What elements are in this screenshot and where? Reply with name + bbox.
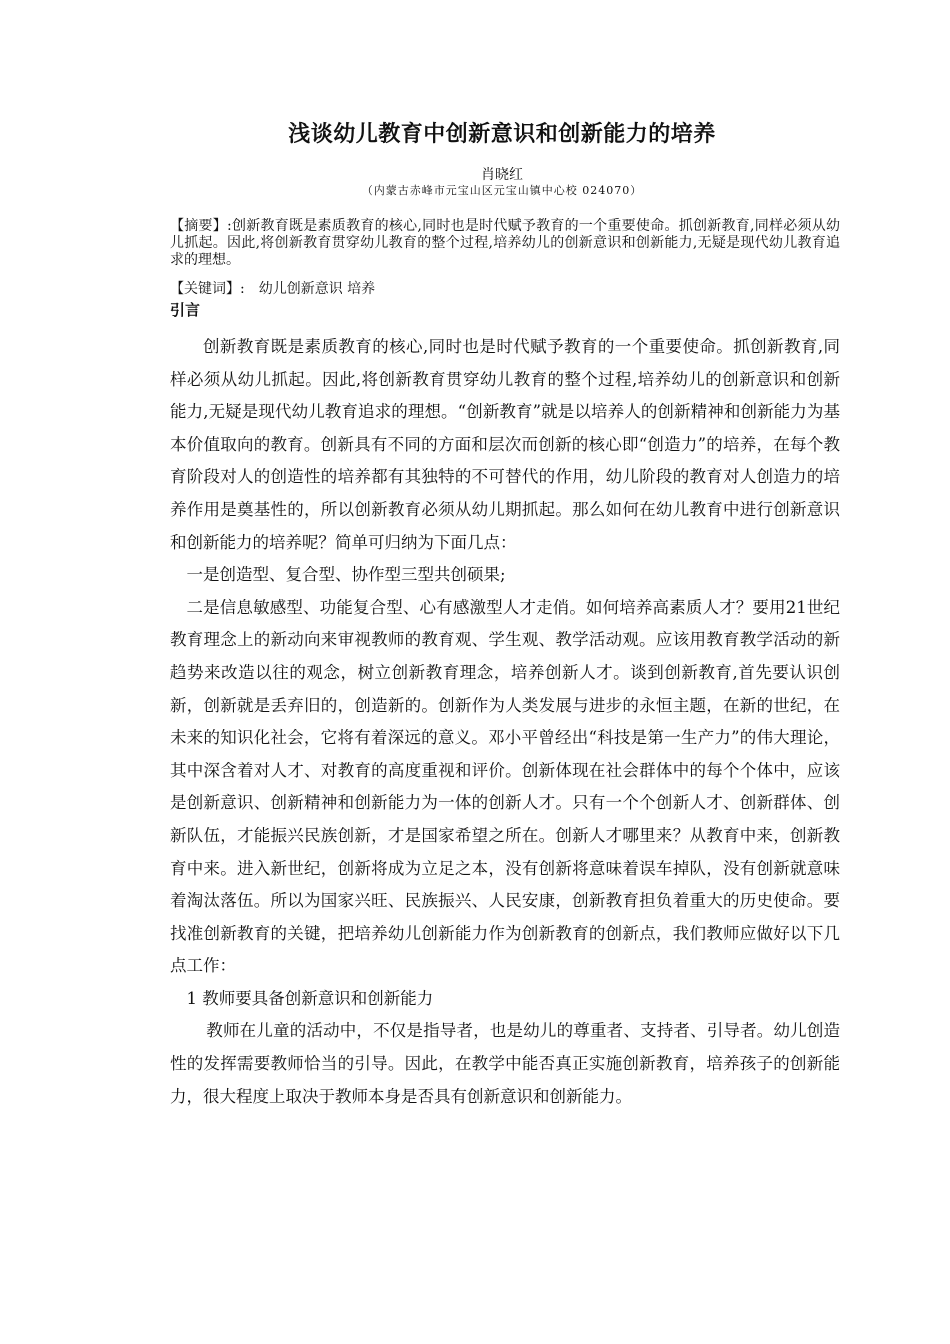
paragraph: 二是信息敏感型、功能复合型、心有感激型人才走俏。如何培养高素质人才？要用21世纪教育理念上的新动向来审视教师的教育观、学生观、教学活动观。应该用教育教学活动的新趋势来改造以往的观念，树立创新教育理念，培养创新人才。谈到创新教育,首先要认识创新，创新就是丢弃旧的，创造新的。创新作为人类发展与进步的永恒主题，在新的世纪，在未来的知识化社会，它将有着深远的意义。邓小平曾经出“科技是第一生产力”的伟大理论，其中深含着对人才、对教育的高度重视和评价。创新体现在社会群体中的每个个体中，应该是创新意识、创新精神和创新能力为一体的创新人才。只有一个个创新人才、创新群体、创新队伍，才能振兴民族创新，才是国家希望之所在。创新人才哪里来？从教育中来，创新教育中来。进入新世纪，创新将成为立足之本，没有创新将意味着误车掉队，没有创新就意味着淘汰落伍。所以为国家兴旺、民族振兴、人民安康，创新教育担负着重大的历史使命。要找准创新教育的关键，把培养幼儿创新能力作为创新教育的创新点，我们教师应做好以下几点工作： — [170, 597, 840, 976]
paragraph: 创新教育既是素质教育的核心,同时也是时代赋予教育的一个重要使命。抓创新教育,同样必须从幼儿抓起。因此,将创新教育贯穿幼儿教育的整个过程,培养幼儿的创新意识和创新能力,无疑是现代幼儿教育追求的理想。“创新教育”就是以培养人的创新精神和创新能力为基本价值取向的教育。创新具有不同的方面和层次而创新的核心即“创造力”的培养，在每个教育阶段对人的创造性的培养都有其独特的不可替代的作用，幼儿阶段的教育对人创造力的培养作用是奠基性的，所以创新教育必须从幼儿期抓起。那么如何在幼儿教育中进行创新意识和创新能力的培养呢？简单可归纳为下面几点： — [170, 337, 840, 552]
keywords-text: 幼儿创新意识 培养 — [258, 281, 376, 297]
section-heading-intro: 引言 — [170, 301, 201, 319]
keywords-label: 【关键词】: — [170, 281, 245, 297]
paragraph: 教师在儿童的活动中，不仅是指导者，也是幼儿的尊重者、支持者、引导者。幼儿创造性的发挥需要教师恰当的引导。因此，在教学中能否真正实施创新教育，培养孩子的创新能力，很大程度上取决于教师本身是否具有创新意识和创新能力。 — [170, 1021, 840, 1106]
keywords — [170, 281, 840, 298]
author-name: 肖晓红 — [481, 167, 523, 183]
section-heading: 1 教师要具备创新意识和创新能力 — [186, 988, 434, 1008]
body-text — [170, 331, 840, 1113]
document-title: 浅谈幼儿教育中创新意识和创新能力的培养 — [288, 122, 716, 147]
abstract: 【摘要】:创新教育既是素质教育的核心,同时也是时代赋予教育的一个重要使命。抓创新教育,同样必须从幼儿抓起。因此,将创新教育贯穿幼儿教育的整个过程,培养幼儿的创新意识和创新能力,无疑是现代幼儿教育追求的理想。 — [170, 218, 840, 268]
author-affiliation: （内蒙古赤峰市元宝山区元宝山镇中心校 024070） — [361, 184, 643, 197]
paragraph: 一是创造型、复合型、协作型三型共创硕果; — [186, 565, 506, 585]
